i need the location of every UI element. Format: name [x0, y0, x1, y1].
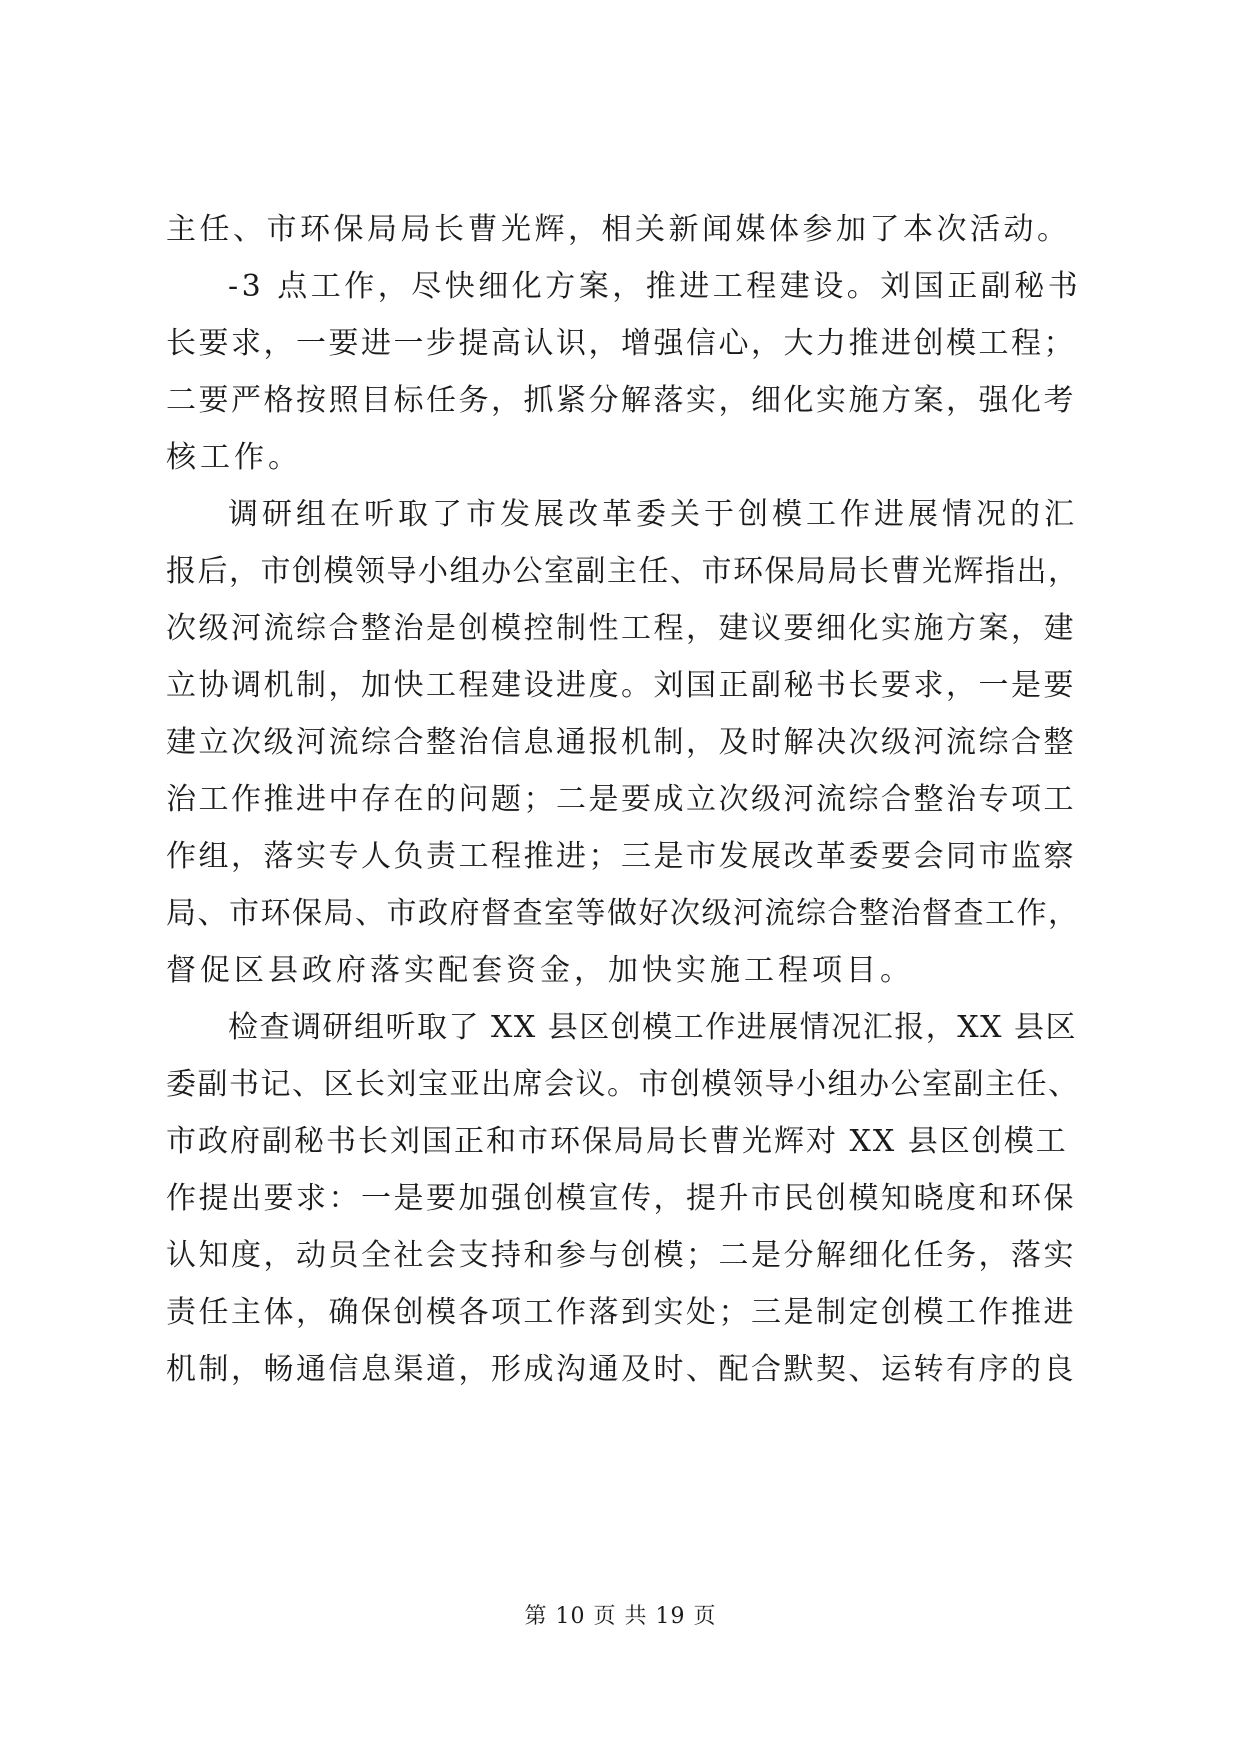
text-line: 主任、市环保局局长曹光辉，相关新闻媒体参加了本次活动。 [166, 212, 1071, 247]
text-line: 立协调机制，加快工程建设进度。刘国正副秘书长要求，一是要 [166, 668, 1076, 703]
text-line: -3 点工作，尽快细化方案，推进工程建设。刘国正副秘书 [228, 269, 1082, 304]
text-line: 建立次级河流综合整治信息通报机制，及时解决次级河流综合整 [166, 725, 1076, 760]
page-footer: 第 10 页 共 19 页 [524, 1604, 717, 1629]
text-line: 次级河流综合整治是创模控制性工程，建议要细化实施方案，建 [166, 611, 1076, 646]
text-line: 督促区县政府落实配套资金，加快实施工程项目。 [166, 953, 914, 988]
text-line: 核工作。 [166, 440, 302, 475]
text-line: 检查调研组听取了 XX 县区创模工作进展情况汇报，XX 县区 [228, 1010, 1078, 1045]
text-line: 委副书记、区长刘宝亚出席会议。市创模领导小组办公室副主任、 [166, 1067, 1080, 1102]
text-line: 报后，市创模领导小组办公室副主任、市环保局局长曹光辉指出， [166, 554, 1080, 589]
text-line: 市政府副秘书长刘国正和市环保局局长曹光辉对 XX 县区创模工 [166, 1124, 1068, 1159]
text-line: 局、市环保局、市政府督查室等做好次级河流综合整治督查工作， [166, 896, 1080, 931]
text-line: 长要求，一要进一步提高认识，增强信心，大力推进创模工程； [166, 326, 1076, 361]
text-line: 责任主体，确保创模各项工作落到实处；三是制定创模工作推进 [166, 1295, 1076, 1330]
text-line: 作组，落实专人负责工程推进；三是市发展改革委要会同市监察 [166, 839, 1076, 874]
text-line: 治工作推进中存在的问题；二是要成立次级河流综合整治专项工 [166, 782, 1076, 817]
text-line: 认知度，动员全社会支持和参与创模；二是分解细化任务，落实 [166, 1238, 1076, 1273]
text-line: 调研组在听取了市发展改革委关于创模工作进展情况的汇 [228, 497, 1078, 532]
text-line: 机制，畅通信息渠道，形成沟通及时、配合默契、运转有序的良 [166, 1352, 1076, 1387]
text-line: 作提出要求：一是要加强创模宣传，提升市民创模知晓度和环保 [166, 1181, 1076, 1216]
text-line: 二要严格按照目标任务，抓紧分解落实，细化实施方案，强化考 [166, 383, 1076, 418]
